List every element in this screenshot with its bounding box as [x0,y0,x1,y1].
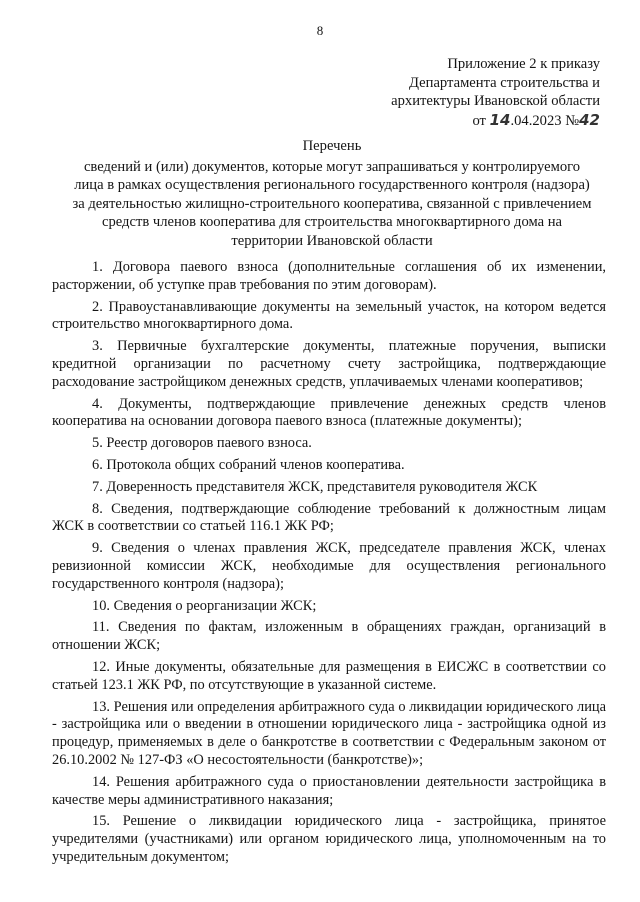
list-item: 9. Сведения о членах правления ЖСК, председателе правления ЖСК, членах ревизионной комиссии ЖСК, необходимые для осуществления регионального государственного контроля (надзора); [52,540,606,592]
handwritten-day: 14 [489,110,511,129]
document-list [52,259,606,871]
list-item: 6. Протокола общих собраний членов кооператива. [92,456,405,473]
list-item: 14. Решения арбитражного суда о приостановлении деятельности застройщика в качестве меры административного наказания; [52,773,606,808]
title-line: сведений и (или) документов, которые могут запрашиваться у контролируемого [83,158,581,175]
list-item: 8. Сведения, подтверждающие соблюдение требований к должностным лицам ЖСК в соответствии со статьей 116.1 ЖК РФ; [52,500,606,535]
list-item: 13. Решения или определения арбитражного суда о ликвидации юридического лица - застройщика или о введении в отношении юридического лица - застройщика одной из процедур, применяемых в деле о банкротстве в соответствии с Федеральным законом от 26.10.2002 № 127-ФЗ «О несостоятельности (банкротстве)»; [52,698,606,768]
list-item: 12. Иные документы, обязательные для размещения в ЕИСЖС в соответствии со статьей 123.1 ЖК РФ, по отсутствующие в указанной системе. [52,658,606,693]
list-item: 10. Сведения о реорганизации ЖСК; [92,597,317,614]
list-item: 3. Первичные бухгалтерские документы, платежные поручения, выписки кредитной организации по расчетному счету застройщика, подтверждающие расходование застройщиком денежных средств, уплачиваемых членами кооперативов; [52,338,606,390]
title-line: средств членов кооператива для строительства многоквартирного дома на [101,214,563,230]
date-rest: .04.2023 № [510,112,580,129]
title-line: лица в рамках осуществления регионального государственного контроля (надзора) [74,177,590,193]
list-item: 15. Решение о ликвидации юридического лица - застройщика, принятое учредителями (участниками) или органом юридического лица, уполномоченным на то учредительным документом; [52,813,606,865]
list-item: 4. Документы, подтверждающие привлечение денежных средств членов кооператива на основании договора паевого взноса (платежные документы); [52,395,606,430]
title-line: территории Ивановской области [231,232,433,249]
list-item: 11. Сведения по фактам, изложенным в обращениях граждан, организаций в отношении ЖСК; [52,619,606,654]
list-item: 7. Доверенность представителя ЖСК, представителя руководителя ЖСК [92,478,538,495]
approval-line-3: архитектуры Ивановской области [391,93,600,109]
page-number: 8 [316,23,324,38]
list-item: 5. Реестр договоров паевого взноса. [92,435,312,452]
date-prefix: от [472,112,490,129]
approval-line-1: Приложение 2 к приказу [447,56,600,72]
title-line: за деятельностью жилищно-строительного кооператива, связанной с привлечением [72,195,592,212]
approval-date-line [391,111,600,131]
title-heading: Перечень [302,138,362,154]
document-title [52,137,612,250]
approval-line-2: Департамента строительства и [409,74,600,91]
list-item: 2. Правоустанавливающие документы на земельный участок, на котором ведется строительство многоквартирного дома. [52,298,606,333]
handwritten-order-number: 42 [579,110,600,129]
list-item: 1. Договора паевого взноса (дополнительные соглашения об их изменении, расторжении, об уступке прав требования по этим договорам). [52,259,606,293]
approval-block [391,55,600,130]
